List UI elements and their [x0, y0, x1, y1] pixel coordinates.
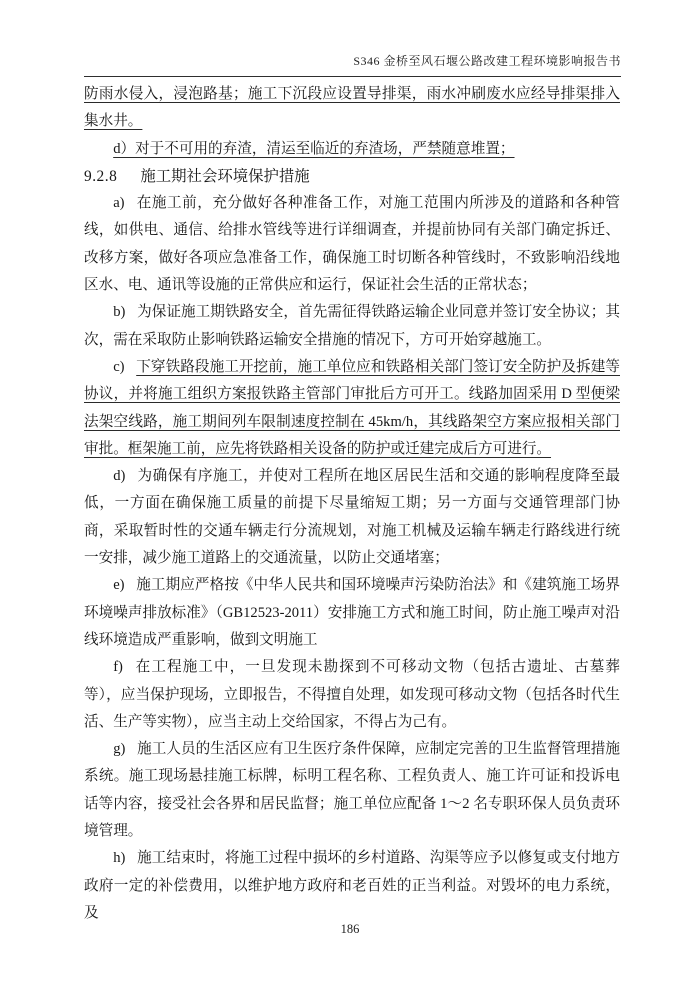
page-header — [84, 52, 621, 77]
page-number: 186 — [340, 922, 360, 936]
document-body — [84, 81, 620, 927]
text-run: 施工人员的生活区应有卫生医疗条件保障，应制定完善的卫生监督管理措施系统。施工现场悬挂施工标牌，标明工程名称、工程负责人、施工许可证和投诉电话等内容，接受社会各界和居民监督；施工单位应配备 1～2 名专职环保人员负责环境管理。 — [84, 741, 620, 840]
list-item-label: f) — [113, 659, 123, 676]
paragraph — [84, 136, 620, 163]
paragraph — [84, 572, 620, 654]
text-run: 为确保有序施工，并使对工程所在地区居民生活和交通的影响程度降至最低，一方面在确保施工质量的前提下尽量缩短工期；另一方面与交通管理部门协商，采取暂时性的交通车辆走行分流规划，对施工机械及运输车辆走行路线进行统一安排，减少施工道路上的交通流量，以防止交通堵塞； — [84, 468, 620, 567]
paragraph — [84, 463, 620, 572]
text-run: 在工程施工中，一旦发现未勘探到不可移动文物（包括古遗址、古墓葬等），应当保护现场，立即报告，不得擅自处理，如发现可移动文物（包括各时代生活、生产等实物），应当主动上交给国家，不得占为己有。 — [84, 659, 620, 730]
paragraph — [84, 354, 620, 463]
paragraph — [84, 299, 620, 354]
text-run: 为保证施工期铁路安全，首先需征得铁路运输企业同意并签订安全协议；其次，需在采取防止影响铁路运输安全措施的情况下，方可开始穿越施工。 — [84, 304, 620, 348]
list-item-label: g) — [113, 741, 126, 758]
text-run: 在施工前，充分做好各种准备工作，对施工范围内所涉及的道路和各种管线，如供电、通信、给排水管线等进行详细调查，并提前协同有关部门确定拆迁、改移方案，做好各项应急准备工作，确保施工时切断各种管线时，不致影响沿线地区水、电、通讯等设施的正常供应和运行，保证社会生活的正常状态； — [84, 195, 620, 294]
page-footer — [0, 922, 700, 937]
paragraph — [84, 736, 620, 845]
list-item-label: d) — [113, 468, 126, 485]
paragraph — [84, 654, 620, 736]
paragraph — [84, 81, 620, 136]
list-item-label: h) — [113, 850, 126, 867]
text-run: 防雨水侵入，浸泡路基；施工下沉段应设置导排渠，雨水冲刷废水应经导排渠排入集水井。 — [84, 86, 620, 130]
text-run: 施工期应严格按《中华人民共和国环境噪声污染防治法》和《建筑施工场界环境噪声排放标准》（GB12523-2011）安排施工方式和施工时间，防止施工噪声对沿线环境造成严重影响，做到文明施工 — [84, 577, 620, 648]
paragraph — [84, 190, 620, 299]
list-item-label: e) — [113, 577, 125, 594]
header-title: S346 金桥至风石堰公路改建工程环境影响报告书 — [353, 54, 621, 68]
list-item-label: a) — [113, 195, 125, 212]
text-run: 施工期社会环境保护措施 — [140, 167, 310, 185]
text-run: 下穿铁路段施工开挖前，施工单位应和铁路相关部门签订安全防护及拆建等协议，并将施工组织方案报铁路主管部门审批后方可开工。线路加固采用 D 型便梁法架空线路，施工期间列车限制速度控制在 45km/h，其线路架空方案应报相关部门审批。框架施工前，应先将铁路相关设备的防护或迁建完成后方可进行。 — [84, 358, 620, 457]
text-run: 施工结束时，将施工过程中损坏的乡村道路、沟渠等应予以修复或支付地方政府一定的补偿费用，以维护地方政府和老百姓的正当利益。对毁坏的电力系统，及 — [84, 850, 620, 921]
heading-number: 9.2.8 — [84, 167, 118, 185]
paragraph — [84, 845, 620, 927]
list-item-label: b) — [113, 304, 126, 321]
text-run: d）对于不可用的弃渣，清运至临近的弃渣场，严禁随意堆置； — [113, 140, 515, 157]
list-item-label: c) — [113, 358, 125, 375]
section-heading — [84, 163, 620, 190]
